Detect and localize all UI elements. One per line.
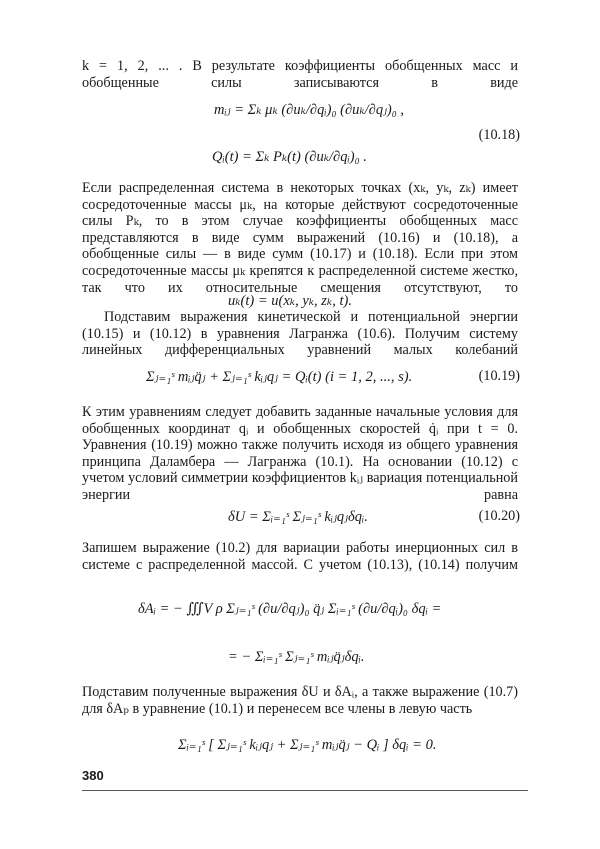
- equation-delta-a-inertial: δAᵢ = − ∭V ρ Σⱼ₌₁ˢ (∂u/∂qⱼ)₀ q̈ⱼ Σᵢ₌₁ˢ (∂u/∂qᵢ)₀ δqᵢ =: [138, 601, 442, 617]
- equation-10-19: Σⱼ₌₁ˢ mᵢⱼq̈ⱼ + Σⱼ₌₁ˢ kᵢⱼqⱼ = Qᵢ(t) (i = 1, 2, ..., s).: [146, 369, 413, 385]
- equation-number-10-18: (10.18): [478, 127, 520, 143]
- paragraph-concentrated-masses: Если распределенная система в некоторых точках (xₖ, yₖ, zₖ) имеет сосредоточенные массы μₖ, на которые действуют сосредоточенные силы Pₖ, то в этом случае коэффициенты обобщенных масс представляются в виде сумм выражений (10.16) и (10.18), а обобщенные силы — в виде сумм (10.17) и (10.18). Если при этом сосредоточенные массы μₖ крепятся к распределенной системе жестко, так что их относительные смещения отсутствуют, то: [82, 180, 518, 296]
- paragraph-intro: k = 1, 2, ... . В результате коэффициенты обобщенных масс и обобщенные силы записываются в виде: [82, 58, 518, 91]
- equation-10-18-force: Qᵢ(t) = Σₖ Pₖ(t) (∂uₖ/∂qᵢ)₀ .: [212, 149, 367, 165]
- equation-10-18-mass: mᵢⱼ = Σₖ μₖ (∂uₖ/∂qᵢ)₀ (∂uₖ/∂qⱼ)₀ ,: [214, 102, 405, 118]
- equation-delta-a-inertial-result: = − Σᵢ₌₁ˢ Σⱼ₌₁ˢ mᵢⱼq̈ⱼδqᵢ.: [228, 649, 365, 665]
- paragraph-virtual-work: Запишем выражение (10.2) для вариации работы инерционных сил в системе с распределенной массой. С учетом (10.13), (10.14) получим: [82, 540, 518, 573]
- paragraph-substitute: Подставим полученные выражения δU и δAᵢ, а также выражение (10.7) для δAₚ в уравнение (10.1) и перенесем все члены в левую часть: [82, 684, 518, 717]
- page-number: 380: [82, 768, 104, 783]
- paragraph-lagrange: Подставим выражения кинетической и потенциальной энергии (10.15) и (10.12) в уравнения Лагранжа (10.6). Получим систему линейных дифференциальных уравнений малых колебаний: [82, 309, 518, 359]
- paragraph-initial-conditions: К этим уравнениям следует добавить заданные начальные условия для обобщенных координат qᵢ и обобщенных скоростей q̇ᵢ при t = 0. Уравнения (10.19) можно также получить исходя из общего уравнения принципа Даламбера — Лагранжа (10.1). На основании (10.12) с учетом условий симметрии коэффициентов kᵢⱼ вариация потенциальной энергии равна: [82, 404, 518, 503]
- equation-number-10-20: (10.20): [478, 508, 520, 524]
- equation-10-20: δU = Σᵢ₌₁ˢ Σⱼ₌₁ˢ kᵢⱼqⱼδqᵢ.: [228, 509, 368, 525]
- equation-number-10-19: (10.19): [478, 368, 520, 384]
- equation-final: Σᵢ₌₁ˢ [ Σⱼ₌₁ˢ kᵢⱼqⱼ + Σⱼ₌₁ˢ mᵢⱼq̈ⱼ − Qᵢ ] δqᵢ = 0.: [178, 737, 437, 753]
- footer-rule: [82, 790, 528, 791]
- equation-uk: uₖ(t) = u(xₖ, yₖ, zₖ, t).: [228, 293, 352, 309]
